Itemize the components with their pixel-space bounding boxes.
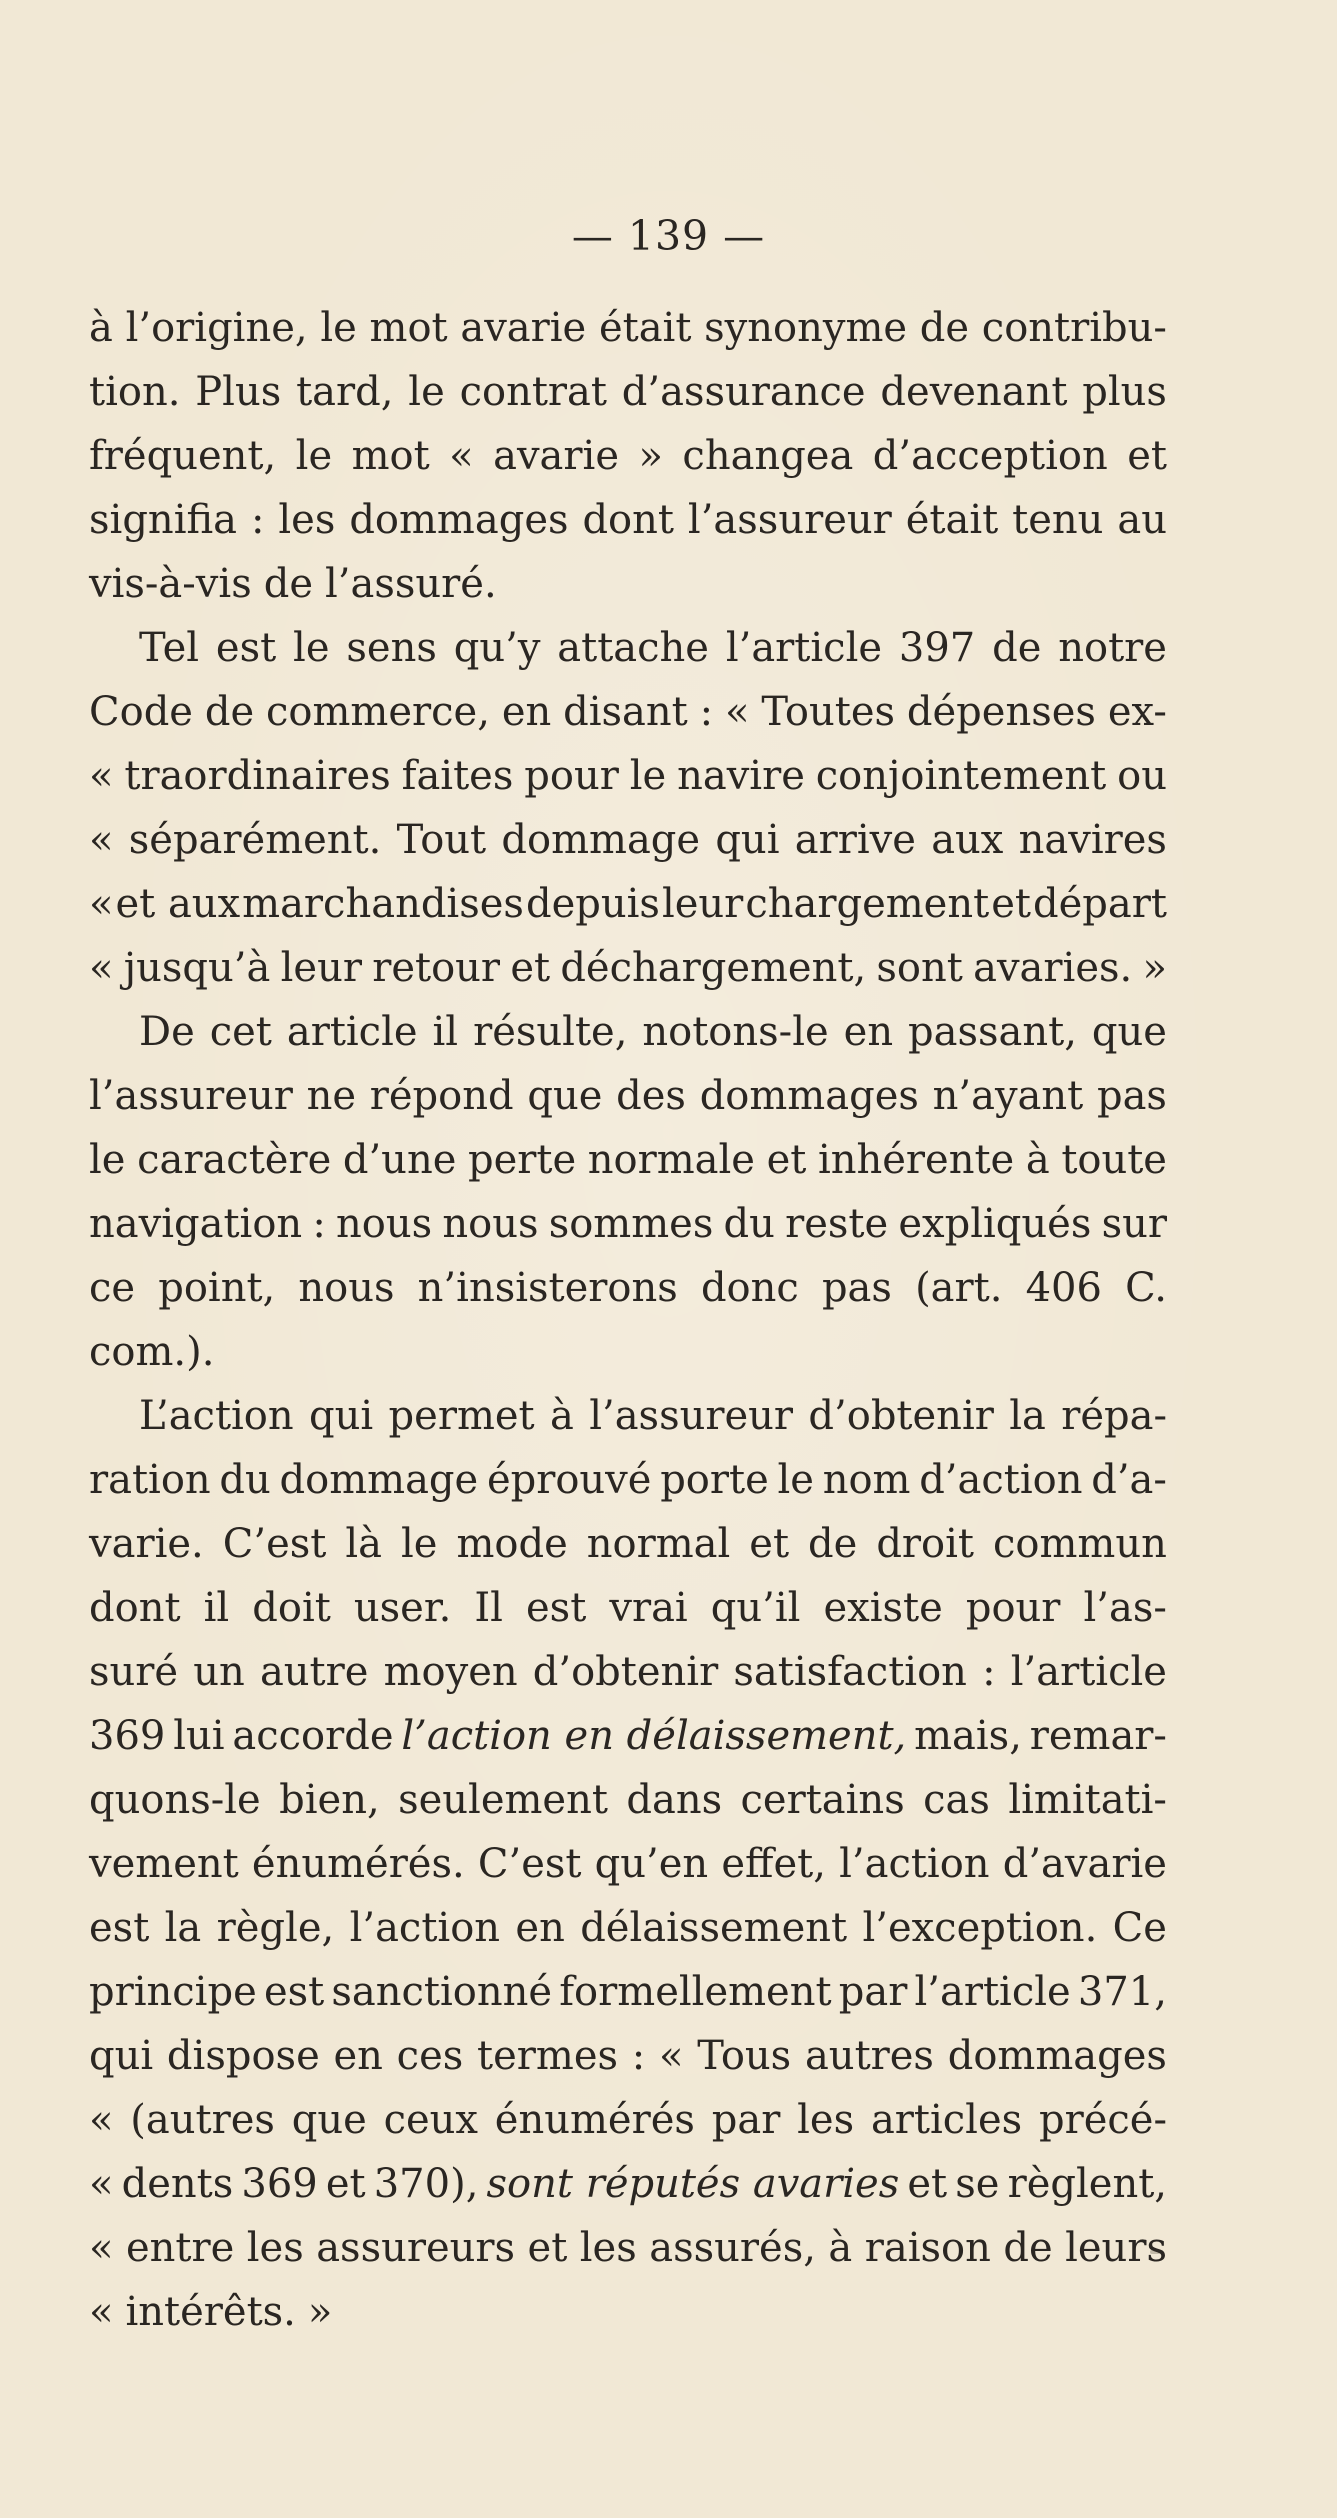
text-line [89, 1640, 1167, 1704]
text-line [89, 1256, 1167, 1320]
word: Toutes [761, 689, 896, 735]
word: en [843, 1009, 894, 1055]
word: sur [1101, 1201, 1167, 1247]
word: 369 [89, 1713, 166, 1759]
word: C’est [477, 1841, 582, 1887]
word: leurs [1065, 2225, 1167, 2271]
word: dont [582, 497, 674, 543]
word: tion. [89, 369, 181, 415]
word: nom [822, 1457, 911, 1503]
word: ce [89, 1265, 136, 1311]
word: « [89, 2289, 114, 2335]
word: et [766, 1137, 807, 1183]
word: commun [993, 1521, 1167, 1567]
word: à [828, 2225, 853, 2271]
word: « [724, 689, 750, 735]
word: ou [1117, 753, 1167, 799]
word: les [579, 2225, 637, 2271]
word: L’action [139, 1393, 294, 1439]
word: effet, [721, 1841, 826, 1887]
word: retour [372, 945, 501, 991]
word: ceux [383, 2097, 478, 2143]
word: n’ayant [932, 1073, 1084, 1119]
word: d’une [342, 1137, 457, 1183]
word: intérêts. [125, 2289, 296, 2335]
word: nous [442, 1201, 539, 1247]
word: leur [661, 881, 744, 927]
word: « [89, 753, 114, 799]
word: dans [626, 1777, 723, 1823]
word: avarie [460, 305, 587, 351]
word: 406 [1025, 1265, 1102, 1311]
word: devenant [880, 369, 1068, 415]
word: du [723, 1201, 775, 1247]
word: De [139, 1009, 195, 1055]
word: mode [456, 1521, 568, 1567]
word: dispose [166, 2033, 320, 2079]
print-smudge [1150, 2250, 1160, 2254]
word: » [638, 433, 663, 479]
word: résulte, [473, 1009, 628, 1055]
word: départ [1032, 881, 1167, 927]
word: l’as- [1083, 1585, 1167, 1631]
word: article [286, 1009, 418, 1055]
word: ces [396, 2033, 464, 2079]
word: formellement [559, 1969, 832, 2015]
text-line [89, 1000, 1167, 1064]
word: passant, [908, 1009, 1077, 1055]
body-text [89, 296, 1167, 2344]
word: la [164, 1905, 202, 1951]
word: donc [700, 1265, 799, 1311]
word: sont [876, 945, 963, 991]
word: qu’y [453, 625, 541, 671]
word: le [400, 1521, 438, 1567]
text-line [89, 2024, 1167, 2088]
word: quons-le [89, 1777, 261, 1823]
word: Ce [1112, 1905, 1167, 1951]
word: qui [309, 1393, 374, 1439]
word: les [797, 2097, 855, 2143]
word: est [526, 1585, 587, 1631]
word: le [295, 433, 333, 479]
word: d’a- [1091, 1457, 1167, 1503]
word: : [631, 2033, 646, 2079]
text-line [89, 1512, 1167, 1576]
word: depuis [525, 881, 660, 927]
word: expliqués [898, 1201, 1092, 1247]
word: l’action [839, 1841, 990, 1887]
text-line [89, 296, 1167, 360]
page-number: — 139 — [571, 212, 766, 260]
word: qu’il [710, 1585, 801, 1631]
word: était [905, 497, 999, 543]
word: existe [823, 1585, 943, 1631]
word: toute [1061, 1137, 1167, 1183]
word: lui [173, 1713, 225, 1759]
word: précé- [1038, 2097, 1167, 2143]
word: : [699, 689, 714, 735]
word: dommage [279, 1457, 479, 1503]
word: vement [89, 1841, 239, 1887]
word: tard, [296, 369, 394, 415]
word: et [991, 881, 1031, 927]
word: et [325, 2161, 366, 2207]
word: et [527, 2225, 568, 2271]
word: jusqu’à [123, 945, 271, 991]
text-line [89, 488, 1167, 552]
word: au [1117, 497, 1167, 543]
word: entre [125, 2225, 235, 2271]
word: l’assuré. [325, 561, 497, 607]
word: n’insisterons [417, 1265, 678, 1311]
word: point, [158, 1265, 276, 1311]
word: en [333, 2033, 383, 2079]
text-line [89, 2216, 1167, 2280]
word: sommes [548, 1201, 714, 1247]
word: Il [474, 1585, 503, 1631]
word: vrai [609, 1585, 688, 1631]
word: et [1127, 433, 1167, 479]
word: limitati- [1008, 1777, 1167, 1823]
word: Code [89, 689, 193, 735]
word: (autres [130, 2097, 275, 2143]
word: séparément. [128, 817, 382, 863]
word: 371, [1077, 1969, 1167, 2015]
word: est [263, 1969, 325, 2015]
word: : [312, 1201, 326, 1247]
word: doit [252, 1585, 331, 1631]
word: Plus [195, 369, 282, 415]
word: et aux [115, 881, 241, 927]
word: se [955, 2161, 1000, 2207]
text-line [89, 1064, 1167, 1128]
word: sanctionné [331, 1969, 553, 2015]
word: de [919, 305, 970, 351]
word: autre [259, 1649, 369, 1695]
word: que [291, 2097, 367, 2143]
word: avaries. [973, 945, 1133, 991]
word: Tel [139, 625, 200, 671]
word: navire [677, 753, 805, 799]
text-line [89, 1768, 1167, 1832]
word: traordinaires [124, 753, 391, 799]
text-line [89, 360, 1167, 424]
word: reste [785, 1201, 889, 1247]
word: répa- [1061, 1393, 1167, 1439]
word: sens [346, 625, 437, 671]
word: à [549, 1393, 574, 1439]
word: 369 [241, 2161, 318, 2207]
text-line [89, 1832, 1167, 1896]
word: chargement [745, 881, 990, 927]
word: de [808, 1521, 858, 1567]
word: raison [864, 2225, 991, 2271]
word: satisfaction [733, 1649, 967, 1695]
word: « [449, 433, 474, 479]
word: dont [89, 1585, 181, 1631]
word: 397 [898, 625, 976, 671]
word: délaissement [580, 1905, 848, 1951]
word: synonyme [704, 305, 908, 351]
word: mot [351, 433, 430, 479]
word: un [193, 1649, 245, 1695]
word: de [204, 689, 255, 735]
word: nous [298, 1265, 395, 1311]
word: bien, [279, 1777, 380, 1823]
word: l’action [349, 1905, 501, 1951]
word: énumérés [494, 2097, 695, 2143]
word: pas [1096, 1073, 1167, 1119]
word: le [629, 753, 667, 799]
word: là [345, 1521, 382, 1567]
word: que [1091, 1009, 1167, 1055]
word: certains [740, 1777, 905, 1823]
text-line [89, 1448, 1167, 1512]
word: de [263, 561, 313, 607]
word: d’assurance [621, 369, 866, 415]
word: user. [353, 1585, 452, 1631]
text-line [89, 744, 1167, 808]
text-line [89, 680, 1167, 744]
word: navires [1018, 817, 1167, 863]
word: et [749, 1521, 790, 1567]
text-line [89, 1704, 1167, 1768]
word: contribu- [981, 305, 1167, 351]
word: règlent, [1007, 2161, 1167, 2207]
word: attache [557, 625, 709, 671]
word: signifia [89, 497, 238, 543]
word: l’exception. [862, 1905, 1098, 1951]
word: » [1142, 945, 1167, 991]
word: termes [477, 2033, 619, 2079]
text-line [89, 1192, 1167, 1256]
word: disant [563, 689, 688, 735]
word: par [838, 1969, 908, 2015]
word: dommages [349, 497, 569, 543]
word: « [89, 881, 114, 927]
word: autres [804, 2033, 934, 2079]
word: avarie [493, 433, 619, 479]
word: par [711, 2097, 781, 2143]
word: caractère [137, 1137, 332, 1183]
word: à l’origine, [89, 305, 308, 351]
word: cet [209, 1009, 272, 1055]
word: varie. [89, 1521, 204, 1567]
word: » [307, 2289, 333, 2335]
text-line [89, 2088, 1167, 2152]
text-line [89, 1960, 1167, 2024]
word: aux [931, 817, 1004, 863]
word: et [907, 2161, 948, 2207]
word: règle, [216, 1905, 335, 1951]
word: navigation [89, 1201, 303, 1247]
word: de [992, 625, 1042, 671]
word: ne [306, 1073, 357, 1119]
word: d’obtenir [532, 1649, 719, 1695]
text-line [89, 936, 1167, 1000]
word: contrat [459, 369, 607, 415]
word: pas [821, 1265, 892, 1311]
text-line [89, 1896, 1167, 1960]
word: l’article [725, 625, 883, 671]
word: l’assureur [589, 1393, 794, 1439]
word: (art. [915, 1265, 1003, 1311]
word: principe [89, 1969, 257, 2015]
word: pour [524, 753, 619, 799]
word: le [408, 369, 445, 415]
word: com.). [89, 1329, 215, 1375]
word: qui [715, 817, 780, 863]
word: et [510, 945, 551, 991]
word: d’action [919, 1457, 1083, 1503]
word: l’article [914, 1969, 1071, 2015]
word: : [250, 497, 265, 543]
word: « [89, 2225, 114, 2271]
word: des [616, 1073, 686, 1119]
word: en [515, 1905, 565, 1951]
text-line [89, 1128, 1167, 1192]
word: normal [586, 1521, 731, 1567]
word: les [278, 497, 336, 543]
word: « [659, 2033, 684, 2079]
word: qui [89, 2033, 154, 2079]
word: mais, [914, 1713, 1022, 1759]
word: Tout [396, 817, 487, 863]
word: inhérente [817, 1137, 1015, 1183]
word: le [320, 305, 357, 351]
word: notons-le [642, 1009, 829, 1055]
word: dépenses [906, 689, 1096, 735]
word: moyen [383, 1649, 518, 1695]
text-line [89, 1384, 1167, 1448]
word: assureurs [316, 2225, 516, 2271]
word: permet [388, 1393, 535, 1439]
word: accorde [232, 1713, 394, 1759]
word: dommages [699, 1073, 919, 1119]
word: les [246, 2225, 304, 2271]
word: d’acception [872, 433, 1108, 479]
text-line [89, 872, 1167, 936]
word: est [215, 625, 277, 671]
word: qu’en [594, 1841, 709, 1887]
word: l’action en délaissement, [401, 1713, 907, 1759]
word: droit [876, 1521, 975, 1567]
word: est [89, 1905, 150, 1951]
word: l’article [1010, 1649, 1167, 1695]
word: dommage [501, 817, 701, 863]
word: suré [89, 1649, 179, 1695]
word: sont réputés avaries [486, 2161, 900, 2207]
text-line [89, 552, 1167, 616]
word: l’assureur [89, 1073, 293, 1119]
text-line [89, 2152, 1167, 2216]
word: C’est [222, 1521, 327, 1567]
word: tenu [1012, 497, 1104, 543]
word: que [527, 1073, 603, 1119]
word: : [982, 1649, 996, 1695]
word: arrive [794, 817, 916, 863]
word: changea [682, 433, 854, 479]
word: d’avarie [1002, 1841, 1167, 1887]
word: conjointement [815, 753, 1107, 799]
word: en [501, 689, 552, 735]
text-line [89, 2280, 1167, 2344]
word: faites [401, 753, 514, 799]
word: éprouvé [486, 1457, 652, 1503]
word: ex- [1107, 689, 1167, 735]
word: pour [965, 1585, 1061, 1631]
word: de [1003, 2225, 1053, 2271]
text-line [89, 1576, 1167, 1640]
word: porte [660, 1457, 769, 1503]
word: d’obtenir [808, 1393, 994, 1439]
word: énumérés. [251, 1841, 465, 1887]
word: dommages [947, 2033, 1167, 2079]
word: le [89, 1137, 126, 1183]
word: il [432, 1009, 459, 1055]
word: Tous [697, 2033, 792, 2079]
word: fréquent, [89, 433, 277, 479]
word: l’assureur [687, 497, 892, 543]
word: déchargement, [560, 945, 867, 991]
word: était [598, 305, 692, 351]
word: le [777, 1457, 814, 1503]
word: le [293, 625, 330, 671]
word: « [89, 945, 114, 991]
word: la [1009, 1393, 1046, 1439]
word: C. [1125, 1265, 1167, 1311]
word: répond [369, 1073, 514, 1119]
word: normale [587, 1137, 755, 1183]
word: « [89, 817, 114, 863]
word: mot [369, 305, 448, 351]
word: assurés, [649, 2225, 816, 2271]
word: articles [870, 2097, 1023, 2143]
word: plus [1082, 369, 1167, 415]
word: seulement [398, 1777, 608, 1823]
word: du [219, 1457, 271, 1503]
word: à [1025, 1137, 1050, 1183]
word: perte [467, 1137, 577, 1183]
text-line [89, 616, 1167, 680]
word: cas [923, 1777, 990, 1823]
word: dents [121, 2161, 234, 2207]
word: commerce, [266, 689, 490, 735]
word: « [89, 2097, 114, 2143]
text-line [89, 1320, 1167, 1384]
word: nous [336, 1201, 433, 1247]
word: remar- [1029, 1713, 1167, 1759]
text-line [89, 424, 1167, 488]
word: il [203, 1585, 230, 1631]
word: leur [280, 945, 362, 991]
word: ration [89, 1457, 211, 1503]
text-line [89, 808, 1167, 872]
word: marchandises [242, 881, 524, 927]
word: « [89, 2161, 114, 2207]
word: 370), [373, 2161, 479, 2207]
word: notre [1058, 625, 1167, 671]
word: vis-à-vis [89, 561, 252, 607]
